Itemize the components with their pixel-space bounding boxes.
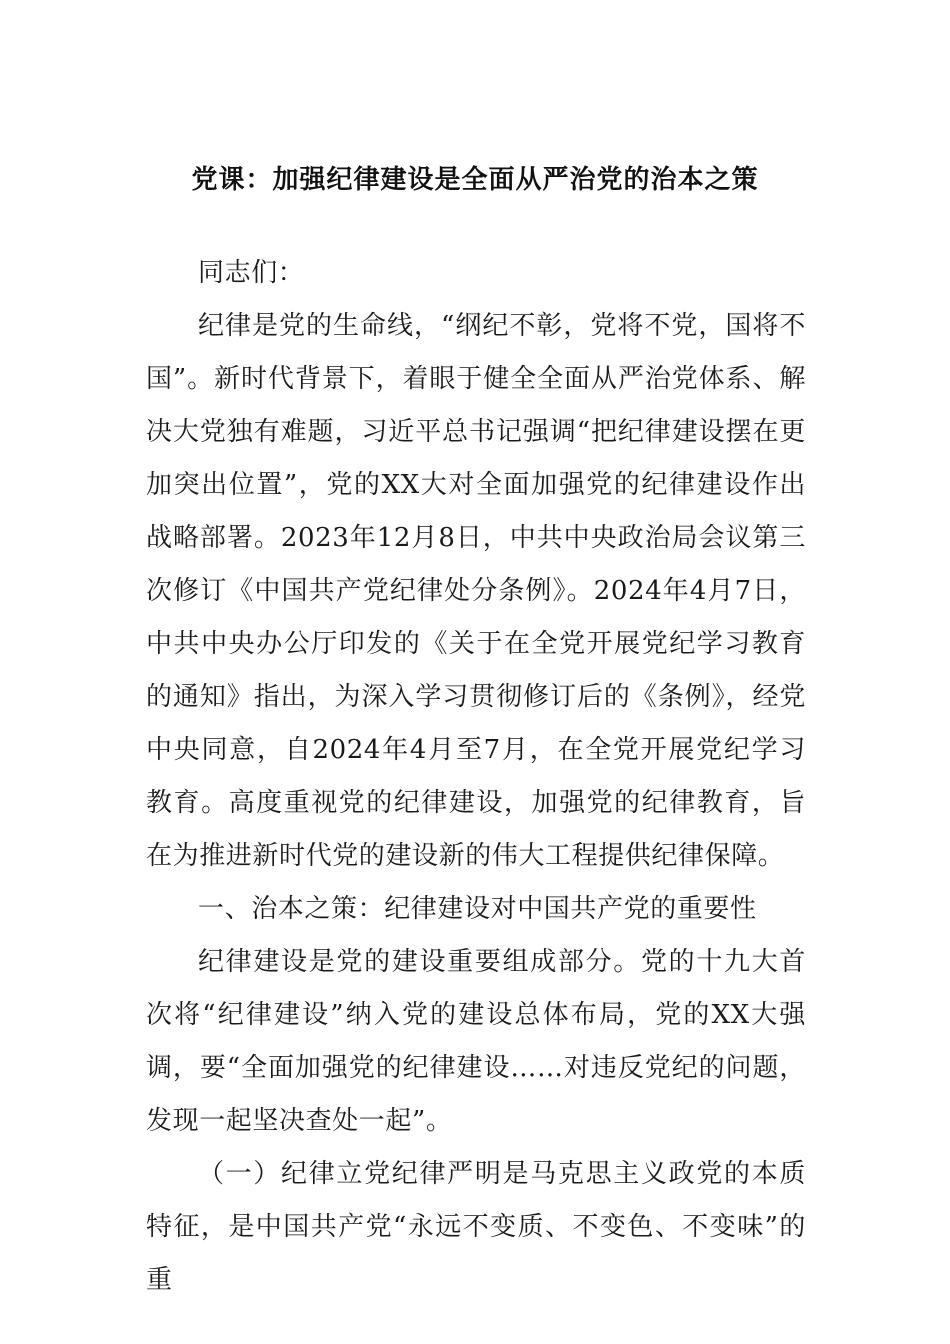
subsection-one: （一）纪律立党纪律严明是马克思主义政党的本质特征，是中国共产党“永远不变质、不变色、不变味”的重: [146, 1159, 806, 1295]
paragraph-discipline-building: 纪律建设是党的建设重要组成部分。党的十九大首次将“纪律建设”纳入党的建设总体布局，党的XX大强调，要“全面加强党的纪律建设……对违反党纪的问题，发现一起坚决查处一起”。: [146, 947, 806, 1136]
salutation: 同志们：: [198, 258, 305, 288]
document-title: 党课：加强纪律建设是全面从严治党的治本之策: [191, 165, 759, 195]
paragraph-intro: 纪律是党的生命线，“纲纪不彰，党将不党，国将不国”。新时代背景下，着眼于健全全面从严治党体系、解决大党独有难题，习近平总书记强调“把纪律建设摆在更加突出位置”，党的XX大对全面加强党的纪律建设作出战略部署。2023年12月8日，中共中央政治局会议第三次修订《中国共产党纪律处分条例》。2024年4月7日，中共中央办公厅印发的《关于在全党开展党纪学习教育的通知》指出，为深入学习贯彻修订后的《条例》，经党中央同意，自2024年4月至7月，在全党开展党纪学习教育。高度重视党的纪律建设，加强党的纪律教育，旨在为推进新时代党的建设新的伟大工程提供纪律保障。: [146, 311, 806, 871]
document-body: [146, 247, 806, 1307]
section-heading-one: 一、治本之策：纪律建设对中国共产党的重要性: [198, 894, 757, 924]
